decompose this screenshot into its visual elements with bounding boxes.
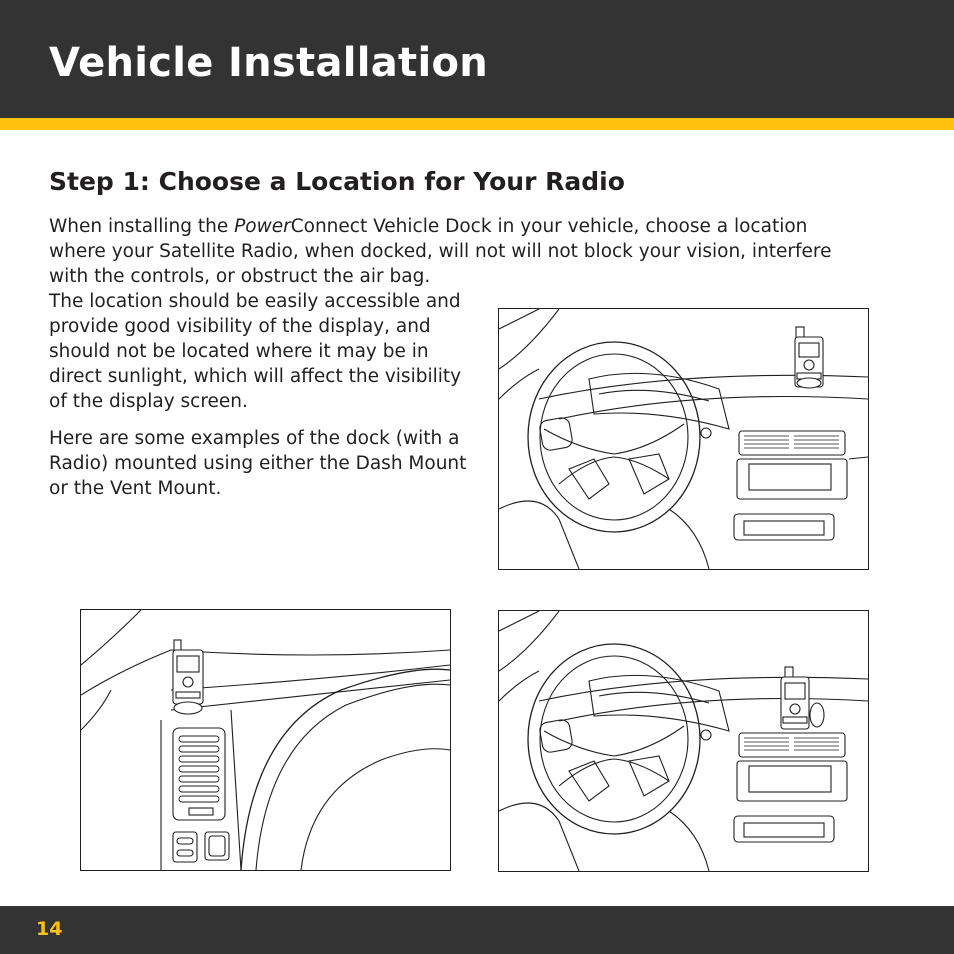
examples-paragraph: Here are some examples of the dock (with a Radio) mounted using either the Dash Mount or the Vent Mount.: [49, 428, 467, 499]
location-paragraph: The location should be easily accessible and provide good visibility of the display, and should not be located where it may be in direct sunlight, which will affect the visibility of the display screen.: [49, 291, 462, 412]
step-heading: Step 1: Choose a Location for Your Radio: [49, 167, 625, 196]
intro-line-3: with the controls, or obstruct the air bag.: [49, 266, 431, 287]
intro-paragraph: [49, 214, 909, 289]
page-title: Vehicle Installation: [49, 40, 489, 86]
product-name-italic: Power: [234, 216, 291, 237]
dash-mount-left-illustration: [80, 609, 451, 871]
intro-line-1: When installing the PowerConnect Vehicle Dock in your vehicle, choose a location: [49, 216, 808, 237]
page-number: 14: [36, 918, 63, 940]
radio-dock-icon: [795, 327, 823, 388]
page-header: [0, 0, 954, 118]
intro-line-2: where your Satellite Radio, when docked, will not will not block your vision, interfere: [49, 241, 832, 262]
radio-dock-icon: [781, 667, 824, 729]
vent-mount-illustration: [498, 610, 869, 872]
page-footer: [0, 906, 954, 954]
radio-dock-icon: [173, 640, 203, 714]
dash-mount-center-illustration: [498, 308, 869, 570]
accent-bar: [0, 118, 954, 130]
